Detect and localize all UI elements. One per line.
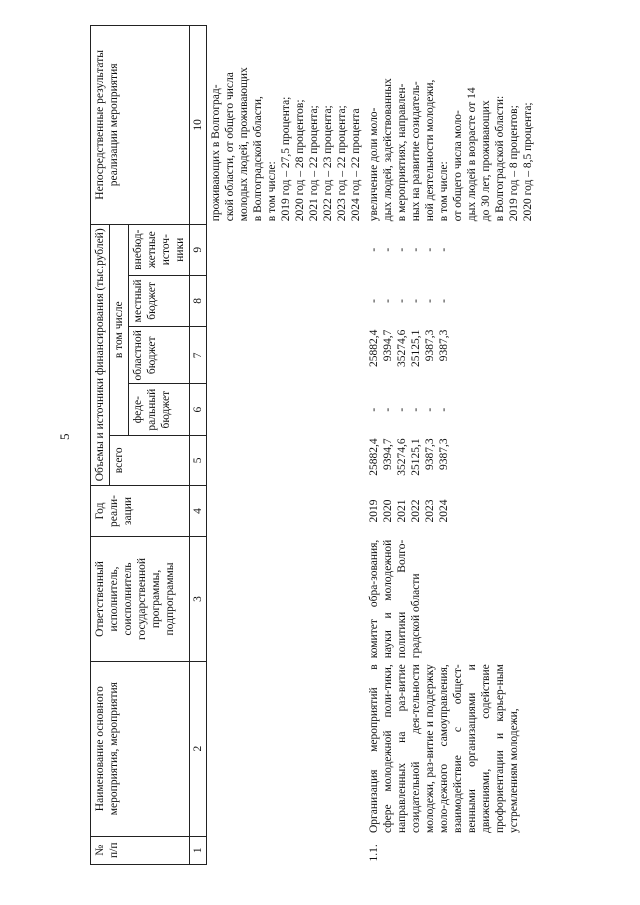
local-value: - — [424, 298, 437, 303]
extra-value: - — [410, 247, 423, 252]
federal-value: - — [438, 407, 451, 412]
row-regional — [365, 327, 537, 384]
continued-results — [207, 26, 366, 225]
extra-value: - — [424, 247, 437, 252]
page-number: 5 — [57, 433, 72, 440]
header-total: всего — [110, 435, 190, 485]
header-regional: областной бюджет — [129, 327, 190, 384]
local-value: - — [382, 298, 395, 303]
header-funding: Объемы и источники финансирования (тыс.рублей) — [91, 224, 110, 485]
continued-row — [207, 26, 366, 865]
result-line: 2019 год – 8 процентов; — [508, 105, 521, 222]
col-number: 9 — [190, 224, 207, 275]
year-value: 2023 — [424, 499, 437, 523]
extra-value: - — [368, 247, 381, 252]
local-value: - — [396, 298, 409, 303]
continued-line: 2023 год – 22 процента; — [336, 105, 349, 222]
year-value: 2019 — [368, 499, 381, 523]
header-name: Наименование основного мероприятия, мероприятия — [91, 661, 190, 836]
continued-line: в Волгоградской области, — [252, 96, 265, 222]
federal-value: - — [396, 407, 409, 412]
regional-value: 9387,3 — [438, 329, 451, 362]
total-value: 25882,4 — [368, 438, 381, 476]
year-value: 2022 — [410, 499, 423, 523]
col-number: 7 — [190, 327, 207, 384]
federal-value: - — [410, 407, 423, 412]
result-line: дых людей в возрасте от 14 — [466, 87, 479, 222]
total-value: 9387,3 — [438, 438, 451, 470]
row-extra — [365, 224, 537, 275]
header-federal: феде-ральный бюджет — [129, 384, 190, 435]
col-number: 4 — [190, 485, 207, 536]
header-year: Год реали-зации — [91, 485, 190, 536]
header-executor: Ответственный исполнитель, соисполнитель государственной программы, подпрограммы — [91, 537, 190, 662]
regional-value: 25882,4 — [368, 329, 381, 368]
local-value: - — [410, 298, 423, 303]
total-value: 25125,1 — [410, 438, 423, 476]
local-value: - — [438, 298, 451, 303]
regional-value: 9387,3 — [424, 329, 437, 362]
regional-value: 9394,7 — [382, 329, 395, 362]
result-line: ных на развитие созидатель- — [410, 81, 423, 222]
header-no: № п/п — [91, 836, 190, 864]
result-line: дых людей, задействованных — [382, 78, 395, 222]
year-value: 2020 — [382, 499, 395, 523]
program-table — [90, 25, 537, 865]
row-years — [365, 485, 537, 536]
regional-value: 35274,6 — [396, 329, 409, 368]
federal-value: - — [368, 407, 381, 412]
result-line: 2020 год – 8,5 процента; — [522, 102, 535, 222]
local-value: - — [368, 298, 381, 303]
row-totals — [365, 435, 537, 485]
header-results: Непосредственные результаты реализации мероприятия — [91, 26, 190, 225]
extra-value: - — [438, 247, 451, 252]
row-number: 1.1. — [368, 844, 381, 862]
continued-line: 2021 год – 22 процента; — [308, 105, 321, 222]
result-line: в мероприятиях, направлен- — [396, 83, 409, 222]
col-number: 5 — [190, 435, 207, 485]
row-local — [365, 275, 537, 327]
header-extra: внебюд-жетные источ-ники — [129, 224, 190, 275]
col-number: 8 — [190, 275, 207, 327]
rotated-table-canvas — [90, 25, 630, 865]
col-number: 1 — [190, 836, 207, 864]
federal-value: - — [382, 407, 395, 412]
col-number: 6 — [190, 384, 207, 435]
continued-line: ской области, от общего числа — [224, 72, 237, 222]
header-including: в том числе — [110, 224, 129, 435]
header-local: местный бюджет — [129, 275, 190, 327]
continued-line: 2019 год – 27,5 процента; — [280, 96, 293, 222]
table-row — [365, 26, 537, 865]
year-value: 2024 — [438, 499, 451, 523]
row-activity-name: Организация мероприятий в сфере молодежной поли-тики, направленных на раз-витие созидательной дея-тельности молодежи, раз-витие и поддержку моло-дежного самоуправления, взаимодействие с общест-венными организациями и движениями, содействие профориентации и карьер-ным устремлениям молодежи, — [368, 664, 521, 834]
column-number-row — [190, 26, 207, 865]
total-value: 9387,3 — [424, 438, 437, 470]
federal-value: - — [424, 407, 437, 412]
result-line: до 30 лет, проживающих — [480, 100, 493, 222]
total-value: 9394,7 — [382, 438, 395, 470]
continued-line: 2024 год – 22 процента — [350, 108, 363, 222]
result-line: в том числе: — [438, 161, 451, 222]
col-number: 10 — [190, 26, 207, 225]
result-line: увеличение доли моло- — [368, 107, 381, 222]
continued-line: в том числе: — [266, 161, 279, 222]
continued-line: молодых людей, проживающих — [238, 67, 251, 222]
extra-value: - — [382, 247, 395, 252]
continued-line: 2020 год – 28 процентов; — [294, 99, 307, 222]
regional-value: 25125,1 — [410, 329, 423, 368]
result-line: ной деятельности молодежи, — [424, 79, 437, 222]
row-federal — [365, 384, 537, 435]
continued-line: проживающих в Волгоград- — [210, 84, 223, 222]
total-value: 35274,6 — [396, 438, 409, 476]
col-number: 3 — [190, 537, 207, 662]
col-number: 2 — [190, 661, 207, 836]
result-line: в Волгоградской области: — [494, 95, 507, 222]
extra-value: - — [396, 247, 409, 252]
continued-line: 2022 год – 23 процента; — [322, 105, 335, 222]
row-executor: комитет обра-зования, науки и молодежной политики Волго-градской области — [368, 539, 423, 659]
row-results — [365, 26, 537, 225]
result-line: от общего числа моло- — [452, 110, 465, 222]
year-value: 2021 — [396, 499, 409, 523]
